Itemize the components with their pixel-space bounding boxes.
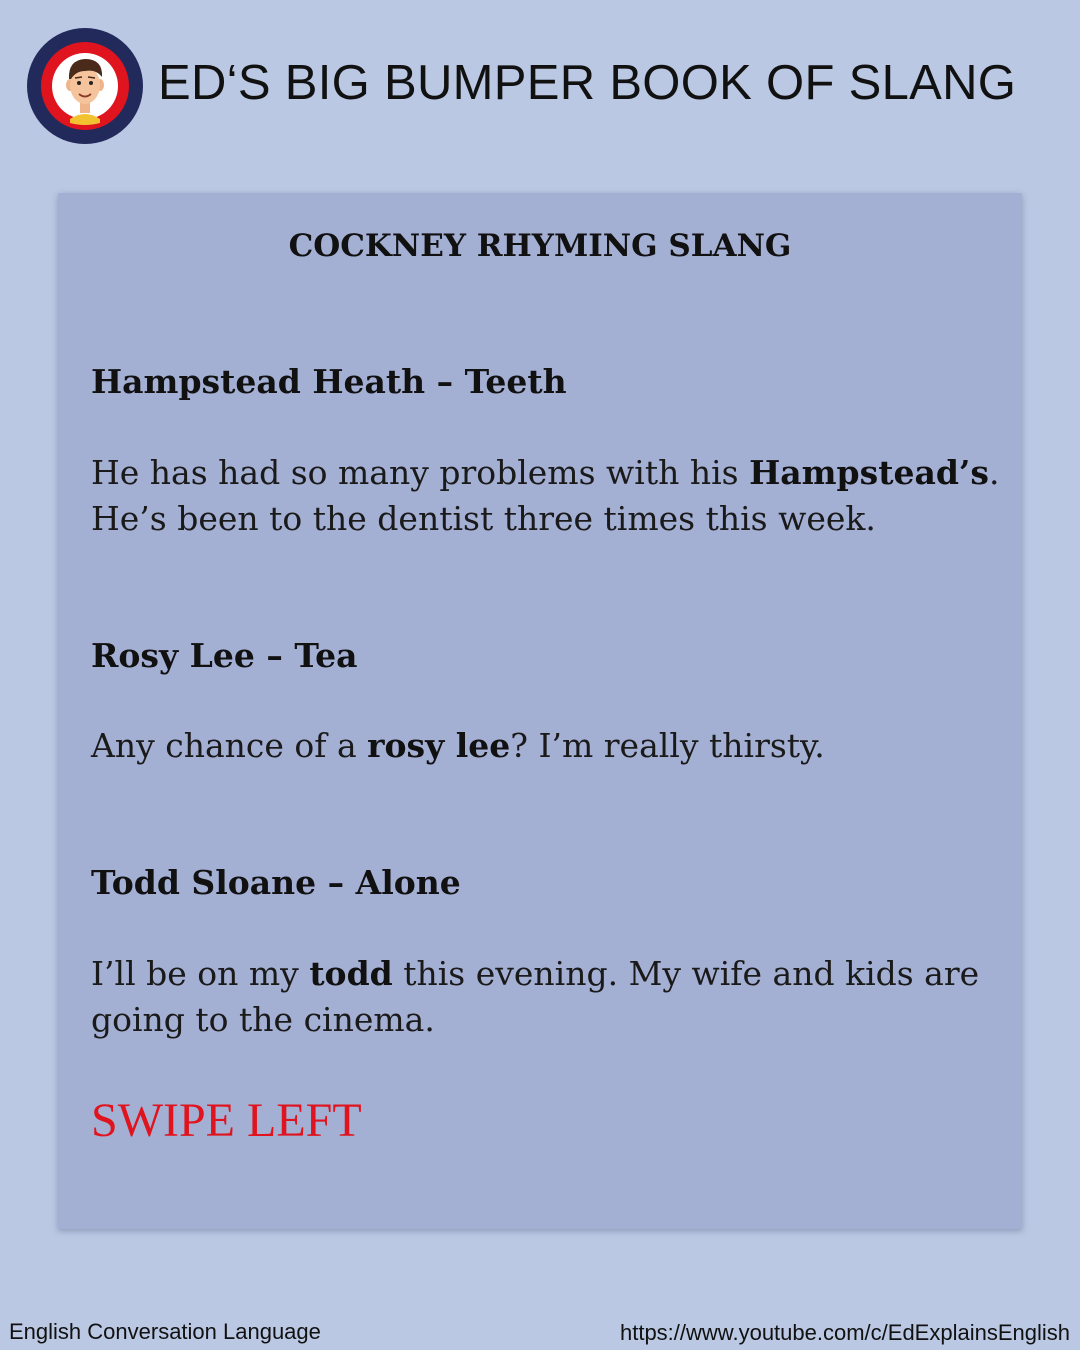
- swipe-left-label: SWIPE LEFT: [91, 1094, 362, 1147]
- card-title: COCKNEY RHYMING SLANG: [288, 228, 792, 264]
- logo: [26, 27, 144, 145]
- slang-term: Rosy Lee – Tea: [91, 636, 358, 675]
- slang-example: [91, 723, 1011, 769]
- example-slang-word: todd: [309, 954, 393, 993]
- example-slang-word: rosy lee: [367, 726, 511, 765]
- page-title: ED‘S BIG BUMPER BOOK OF SLANG: [158, 56, 1017, 110]
- example-text: ? I’m really thirsty.: [510, 726, 825, 765]
- footer-brand: English Conversation Language: [9, 1319, 321, 1344]
- slang-term: Hampstead Heath – Teeth: [91, 362, 567, 401]
- example-text: He has had so many problems with his: [91, 453, 750, 492]
- slang-card: [58, 193, 1022, 1229]
- footer-url: https://www.youtube.com/c/EdExplainsEnglish: [619, 1320, 1070, 1345]
- example-slang-word: Hampstead’s: [749, 453, 989, 492]
- example-text: this evening. My wife and kids are going to the cinema.: [91, 954, 980, 1039]
- cartoon-face-roundel-icon: [26, 27, 144, 145]
- example-text: . He’s been to the dentist three times this week.: [91, 453, 1000, 538]
- slang-example: [91, 951, 1011, 1043]
- example-text: Any chance of a: [91, 726, 368, 765]
- example-text: I’ll be on my: [91, 954, 310, 993]
- slang-term: Todd Sloane – Alone: [91, 863, 461, 902]
- slang-example: [91, 450, 1011, 542]
